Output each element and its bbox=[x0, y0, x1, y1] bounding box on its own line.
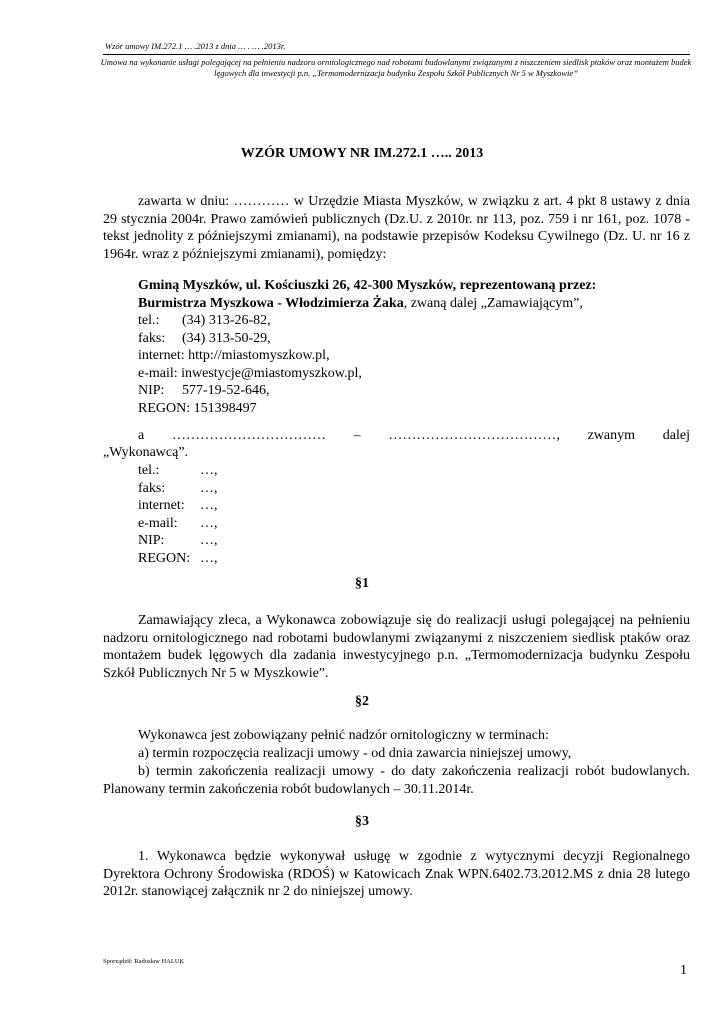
header-line-2: Umowa na wykonanie usługi polegającej na pełnieniu nadzoru ornitologicznego nad robotami budowlanymi związanymi z niszczeniem siedlisk ptaków oraz montażem budek lęgowych dla inwestycji p.n. „Termomodernizacja budynku Zespołu Szkół Publicznych Nr 5 w Myszkowie” bbox=[100, 57, 692, 78]
party1-fax bbox=[138, 330, 596, 348]
page-number: 1 bbox=[680, 963, 687, 978]
party2-field bbox=[138, 550, 218, 568]
party2-alias: „Wykonawcą”. bbox=[103, 445, 189, 460]
party2-field bbox=[138, 532, 218, 550]
party1-name: Gminą Myszków, ul. Kościuszki 26, 42-300 Myszków, reprezentowaną przez: bbox=[138, 278, 597, 293]
party2-field-value: …, bbox=[200, 463, 218, 478]
party1-block bbox=[138, 277, 596, 417]
party2-a: a bbox=[138, 428, 145, 443]
party1-nip-label: NIP: bbox=[138, 383, 165, 398]
party1-internet: internet: http://miastomyszkow.pl, bbox=[138, 348, 330, 363]
party2-field bbox=[138, 480, 218, 498]
footer-author: Sporządził: Radosław HALUK bbox=[103, 958, 185, 965]
header-line-1: Wzór umowy IM.272.1 … .2013 z dnia … . … .2013r. bbox=[105, 41, 286, 51]
party2-field-value: …, bbox=[200, 515, 218, 531]
party2-zwanym: zwanym bbox=[587, 428, 636, 443]
section-1-text: Zamawiający zleca, a Wykonawca zobowiązuje się do realizacji usługi polegającej na pełnieniu nadzoru ornitologicznego nad robotami budowlanymi związanymi z niszczeniem siedlisk ptaków oraz montażem budek lęgowych dla zadania inwestycyjnego p.n. „Termomodernizacja budynku Zespołu Szkół Publicznych Nr 5 w Myszkowie”. bbox=[103, 613, 690, 681]
section-1-heading: §1 bbox=[355, 576, 369, 591]
document-title: WZÓR UMOWY NR IM.272.1 ….. 2013 bbox=[240, 146, 484, 161]
party1-tel-value: (34) 313-26-82, bbox=[182, 313, 271, 328]
party2-field-label: internet: bbox=[138, 498, 185, 513]
section-2-lead: Wykonawca jest zobowiązany pełnić nadzór ornitologiczny w terminach: bbox=[138, 728, 549, 743]
party1-regon: REGON: 151398497 bbox=[138, 400, 257, 416]
party2-line bbox=[138, 427, 690, 445]
party1-alias: , zwaną dalej „Zamawiającym”, bbox=[403, 295, 583, 311]
party2-field-value: …, bbox=[200, 480, 218, 496]
party2-block bbox=[138, 427, 690, 445]
party1-nip bbox=[138, 382, 596, 400]
intro-paragraph: zawarta w dniu: ………… w Urzędzie Miasta Myszków, w związku z art. 4 pkt 8 ustawy z dnia 29 stycznia 2004r. Prawo zamówień publicznych (Dz.U. z 2010r. nr 113, poz. 759 i nr 161, poz. 1078 - tekst jednolity z późniejszymi zmianami), na podstawie przepisów Kodeksu Cywilnego (Dz. U. nr 16 z 1964r. wraz z późniejszymi zmianami), pomiędzy: bbox=[103, 194, 690, 262]
party2-field-value: …, bbox=[200, 550, 218, 566]
party1-fax-value: (34) 313-50-29, bbox=[182, 330, 271, 346]
party2-field-label: NIP: bbox=[138, 533, 165, 548]
section-2-heading: §2 bbox=[355, 694, 369, 709]
party1-mayor: Burmistrza Myszkowa - Włodzimierza Żaka bbox=[138, 295, 404, 311]
header-rule bbox=[103, 54, 690, 55]
section-3-point-1: 1. Wykonawca będzie wykonywał usługę w zgodnie z wytycznymi decyzji Regionalnego Dyrektora Ochrony Środowiska (RDOŚ) w Katowicach Znak WPN.6402.73.2012.MS z dnia 28 lutego 2012r. stanowiącej załącznik nr 2 do niniejszej umowy. bbox=[103, 849, 690, 899]
section-3-heading: §3 bbox=[355, 814, 369, 829]
party1-representative bbox=[138, 295, 596, 313]
party2-field-value: …, bbox=[200, 498, 218, 513]
party2-dash: – bbox=[353, 428, 361, 443]
party2-field bbox=[138, 462, 218, 480]
party1-nip-value: 577-19-52-646, bbox=[182, 383, 270, 398]
party2-field bbox=[138, 497, 218, 515]
party2-fields bbox=[138, 462, 218, 567]
party2-field bbox=[138, 515, 218, 533]
section-2-item-b: b) termin zakończenia realizacji umowy - do daty zakończenia realizacji robót budowlanych. Planowany termin zakończenia robót budowlanych – 30.11.2014r. bbox=[103, 764, 690, 797]
party2-field-value: …, bbox=[200, 533, 218, 548]
party1-tel-label: tel.: bbox=[138, 313, 160, 328]
party1-tel bbox=[138, 312, 596, 330]
party2-field-label: tel.: bbox=[138, 463, 160, 478]
party2-field-label: faks: bbox=[138, 480, 166, 496]
party2-dalej: dalej bbox=[662, 428, 690, 443]
party1-email: e-mail: inwestycje@miastomyszkow.pl, bbox=[138, 365, 362, 381]
party2-field-label: REGON: bbox=[138, 550, 191, 566]
party2-dots1: …………………………… bbox=[171, 428, 326, 443]
party2-dots2: ………………………………, bbox=[388, 428, 560, 443]
party2-field-label: e-mail: bbox=[138, 515, 178, 531]
section-2-item-a: a) termin rozpoczęcia realizacji umowy - od dnia zawarcia niniejszej umowy, bbox=[138, 746, 572, 761]
party1-fax-label: faks: bbox=[138, 330, 166, 346]
